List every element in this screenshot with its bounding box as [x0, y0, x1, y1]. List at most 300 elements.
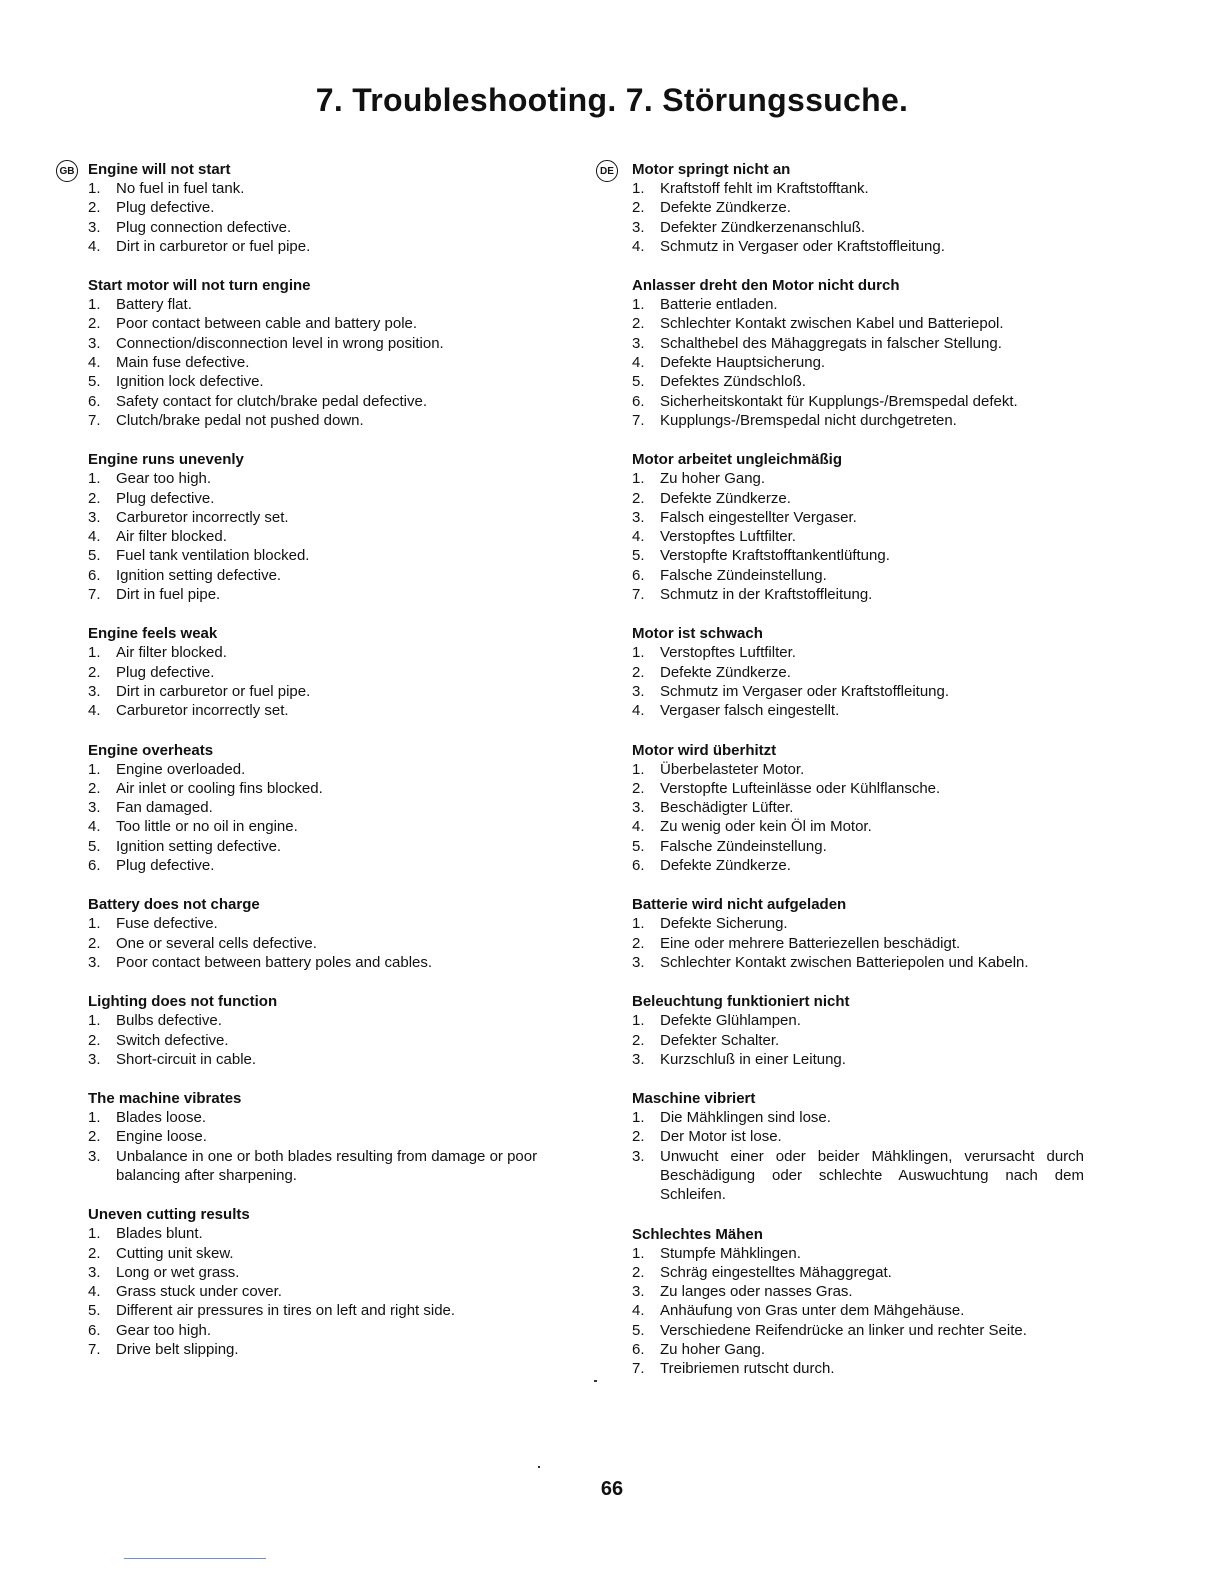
list-item: [88, 953, 558, 972]
item-number: 6.: [632, 857, 645, 875]
item-text: Air filter blocked.: [116, 644, 227, 662]
item-number: 3.: [88, 953, 101, 971]
section-heading: Motor arbeitet ungleichmäßig: [632, 451, 843, 469]
section-heading: The machine vibrates: [88, 1090, 242, 1108]
page-title: 7. Troubleshooting. 7. Störungssuche.: [315, 82, 909, 118]
item-text: Fan damaged.: [116, 799, 213, 817]
item-number: 3.: [632, 1147, 645, 1165]
list-item: [632, 1244, 1084, 1263]
item-text: Der Motor ist lose.: [660, 1128, 782, 1146]
item-text: Ignition setting defective.: [116, 566, 282, 584]
item-text: Verschiedene Reifendrücke an linker und rechter Seite.: [660, 1321, 1027, 1339]
de-language-badge: DE: [596, 160, 618, 182]
item-number: 2.: [632, 199, 645, 217]
item-text: Engine loose.: [116, 1128, 207, 1146]
german-column: [600, 160, 1084, 1399]
section-heading: Motor ist schwach: [632, 625, 763, 643]
item-text: Treibriemen rutscht durch.: [660, 1360, 835, 1378]
list-item: [88, 837, 558, 856]
item-number: 4.: [88, 354, 101, 372]
list-item: [88, 1127, 558, 1146]
list-item: [88, 546, 558, 565]
troubleshooting-section: [88, 741, 558, 876]
list-item: [632, 334, 1084, 353]
item-text: Gear too high.: [116, 1321, 212, 1339]
bottom-rule: [124, 1558, 266, 1559]
list-item: [88, 1050, 558, 1069]
item-text: Beschädigter Lüfter.: [660, 799, 794, 817]
stray-mark: [538, 1466, 540, 1468]
item-text: Vergaser falsch eingestellt.: [660, 702, 840, 720]
item-number: 2.: [632, 663, 645, 681]
list-item: [632, 1359, 1084, 1378]
item-number: 1.: [88, 1012, 101, 1030]
item-number: 4.: [632, 818, 645, 836]
item-text: One or several cells defective.: [116, 934, 317, 952]
item-number: 1.: [632, 760, 645, 778]
troubleshooting-section: [88, 992, 558, 1069]
list-item: [88, 218, 558, 237]
item-number: 1.: [632, 1244, 645, 1262]
item-text: Switch defective.: [116, 1031, 229, 1049]
list-item: [88, 856, 558, 875]
item-text: Plug defective.: [116, 489, 215, 507]
item-text: Clutch/brake pedal not pushed down.: [116, 411, 364, 429]
list-item: [88, 489, 558, 508]
item-number: 5.: [88, 1302, 101, 1320]
list-item: [88, 701, 558, 720]
list-item: [88, 760, 558, 779]
list-item: [88, 314, 558, 333]
item-number: 3.: [88, 508, 101, 526]
item-number: 5.: [88, 373, 101, 391]
page-number: 66: [600, 1478, 624, 1500]
section-heading: Start motor will not turn engine: [88, 277, 311, 295]
section-heading: Schlechtes Mähen: [632, 1225, 763, 1243]
list-item: [88, 1147, 558, 1186]
item-number: 2.: [88, 1244, 101, 1262]
item-text: Dirt in carburetor or fuel pipe.: [116, 237, 311, 255]
item-text: Safety contact for clutch/brake pedal defective.: [116, 392, 428, 410]
item-text: Falsch eingestellter Vergaser.: [660, 508, 857, 526]
item-number: 1.: [88, 470, 101, 488]
list-item: [88, 372, 558, 391]
item-text: Air inlet or cooling fins blocked.: [116, 779, 323, 797]
item-text: Eine oder mehrere Batteriezellen beschädigt.: [660, 934, 961, 952]
item-text: Zu hoher Gang.: [660, 1341, 766, 1359]
item-text: Engine overloaded.: [116, 760, 246, 778]
item-number: 3.: [632, 799, 645, 817]
list-item: [632, 198, 1084, 217]
list-item: [632, 585, 1084, 604]
item-number: 2.: [88, 779, 101, 797]
item-text: Connection/disconnection level in wrong position.: [116, 334, 444, 352]
item-text: Plug defective.: [116, 857, 215, 875]
item-text: Defekte Zündkerze.: [660, 489, 791, 507]
item-text: Short-circuit in cable.: [116, 1050, 257, 1068]
item-text: Überbelasteter Motor.: [660, 760, 805, 778]
item-text: Defekter Zündkerzenanschluß.: [660, 218, 866, 236]
item-text: Kupplungs-/Bremspedal nicht durchgetreten.: [660, 411, 957, 429]
section-heading: Uneven cutting results: [88, 1206, 250, 1224]
list-item: [632, 643, 1084, 662]
list-item: [88, 508, 558, 527]
list-item: [88, 1011, 558, 1030]
list-item: [632, 779, 1084, 798]
section-heading: Beleuchtung funktioniert nicht: [632, 993, 850, 1011]
item-number: 1.: [632, 1109, 645, 1127]
troubleshooting-section: [88, 276, 558, 430]
list-item: [632, 682, 1084, 701]
item-text: Zu langes oder nasses Gras.: [660, 1283, 853, 1301]
troubleshooting-section: [88, 1089, 558, 1185]
item-text: Falsche Zündeinstellung.: [660, 566, 827, 584]
item-text: Schmutz in Vergaser oder Kraftstoffleitung.: [660, 237, 945, 255]
item-text: Poor contact between battery poles and cables.: [116, 953, 433, 971]
item-text: Unbalance in one or both blades resulting from damage or poor balancing after sharpening.: [116, 1147, 538, 1184]
item-number: 1.: [632, 180, 645, 197]
item-text: Dirt in carburetor or fuel pipe.: [116, 682, 311, 700]
troubleshooting-section: [88, 160, 558, 256]
list-item: [632, 1263, 1084, 1282]
item-number: 2.: [88, 489, 101, 507]
item-text: Unwucht einer oder beider Mähklingen, verursacht durch Beschädigung oder schlechte Auswuchtung nach dem Schleifen.: [660, 1147, 1084, 1204]
list-item: [88, 295, 558, 314]
list-item: [632, 1050, 1084, 1069]
section-heading: Motor springt nicht an: [632, 161, 791, 178]
list-item: [632, 934, 1084, 953]
item-number: 3.: [88, 218, 101, 236]
troubleshooting-section: [632, 160, 1084, 256]
list-item: [88, 585, 558, 604]
item-number: 4.: [88, 702, 101, 720]
item-number: 5.: [88, 837, 101, 855]
item-text: Defekte Zündkerze.: [660, 199, 791, 217]
troubleshooting-section: [632, 276, 1084, 430]
item-text: Sicherheitskontakt für Kupplungs-/Bremspedal defekt.: [660, 392, 1018, 410]
list-item: [632, 1321, 1084, 1340]
item-text: Verstopfte Kraftstofftankentlüftung.: [660, 547, 890, 565]
item-text: Drive belt slipping.: [116, 1341, 239, 1359]
list-item: [632, 1340, 1084, 1359]
item-text: Gear too high.: [116, 470, 212, 488]
item-text: Plug defective.: [116, 199, 215, 217]
list-item: [632, 566, 1084, 585]
list-item: [632, 1108, 1084, 1127]
item-text: Fuse defective.: [116, 915, 218, 933]
troubleshooting-section: [88, 1205, 558, 1359]
list-item: [632, 817, 1084, 836]
item-text: Ignition setting defective.: [116, 837, 282, 855]
item-number: 2.: [88, 663, 101, 681]
list-item: [632, 469, 1084, 488]
item-number: 3.: [632, 1283, 645, 1301]
list-item: [632, 914, 1084, 933]
item-number: 6.: [632, 1341, 645, 1359]
item-text: Verstopftes Luftfilter.: [660, 528, 796, 546]
list-item: [88, 411, 558, 430]
list-item: [632, 353, 1084, 372]
list-item: [632, 760, 1084, 779]
item-number: 4.: [88, 237, 101, 255]
item-number: 4.: [632, 1302, 645, 1320]
item-text: Poor contact between cable and battery pole.: [116, 315, 418, 333]
item-text: Plug connection defective.: [116, 218, 292, 236]
list-item: [632, 489, 1084, 508]
item-text: Zu wenig oder kein Öl im Motor.: [660, 818, 872, 836]
item-number: 3.: [632, 508, 645, 526]
item-number: 4.: [88, 1283, 101, 1301]
item-number: 3.: [632, 218, 645, 236]
gb-language-badge: GB: [56, 160, 78, 182]
list-item: [88, 566, 558, 585]
item-number: 4.: [88, 528, 101, 546]
item-number: 1.: [88, 180, 101, 197]
list-item: [88, 179, 558, 198]
item-number: 6.: [88, 566, 101, 584]
list-item: [88, 392, 558, 411]
item-number: 4.: [632, 237, 645, 255]
item-text: Too little or no oil in engine.: [116, 818, 298, 836]
list-item: [632, 372, 1084, 391]
item-number: 4.: [632, 354, 645, 372]
item-text: Ignition lock defective.: [116, 373, 264, 391]
english-column: [59, 160, 558, 1379]
list-item: [632, 1301, 1084, 1320]
list-item: [632, 1031, 1084, 1050]
item-text: Defekter Schalter.: [660, 1031, 780, 1049]
item-number: 3.: [88, 1050, 101, 1068]
item-text: Blades blunt.: [116, 1225, 203, 1243]
list-item: [632, 1147, 1084, 1205]
item-number: 2.: [88, 315, 101, 333]
list-item: [88, 1031, 558, 1050]
list-item: [88, 527, 558, 546]
item-text: Grass stuck under cover.: [116, 1283, 282, 1301]
list-item: [88, 1244, 558, 1263]
section-heading: Anlasser dreht den Motor nicht durch: [632, 277, 900, 295]
list-item: [88, 1340, 558, 1359]
item-text: Schmutz in der Kraftstoffleitung.: [660, 586, 873, 604]
item-text: Bulbs defective.: [116, 1012, 222, 1030]
item-number: 5.: [88, 547, 101, 565]
item-text: Carburetor incorrectly set.: [116, 702, 289, 720]
item-number: 2.: [632, 1263, 645, 1281]
troubleshooting-section: [632, 450, 1084, 604]
item-text: Defekte Sicherung.: [660, 915, 788, 933]
item-number: 6.: [632, 566, 645, 584]
item-number: 5.: [632, 373, 645, 391]
item-text: Batterie entladen.: [660, 296, 778, 314]
item-number: 7.: [632, 1360, 645, 1378]
item-number: 4.: [632, 702, 645, 720]
item-text: Kraftstoff fehlt im Kraftstofftank.: [660, 180, 869, 197]
list-item: [88, 1321, 558, 1340]
list-item: [88, 798, 558, 817]
item-text: Schräg eingestelltes Mähaggregat.: [660, 1263, 892, 1281]
list-item: [88, 334, 558, 353]
troubleshooting-section: [88, 895, 558, 972]
item-text: Main fuse defective.: [116, 354, 250, 372]
list-item: [632, 798, 1084, 817]
item-number: 5.: [632, 837, 645, 855]
section-heading: Engine will not start: [88, 161, 231, 178]
list-item: [88, 1224, 558, 1243]
item-text: Zu hoher Gang.: [660, 470, 766, 488]
section-heading: Lighting does not function: [88, 993, 278, 1011]
item-number: 3.: [88, 334, 101, 352]
list-item: [632, 411, 1084, 430]
stray-mark: [594, 1380, 597, 1382]
item-text: Falsche Zündeinstellung.: [660, 837, 827, 855]
item-text: Defekte Zündkerze.: [660, 663, 791, 681]
item-number: 2.: [88, 199, 101, 217]
list-item: [88, 779, 558, 798]
section-heading: Engine overheats: [88, 741, 214, 759]
item-text: No fuel in fuel tank.: [116, 180, 245, 197]
list-item: [632, 179, 1084, 198]
item-number: 1.: [88, 1225, 101, 1243]
list-item: [88, 817, 558, 836]
section-heading: Motor wird überhitzt: [632, 741, 777, 759]
item-text: Verstopftes Luftfilter.: [660, 644, 796, 662]
item-number: 7.: [88, 1341, 101, 1359]
section-heading: Batterie wird nicht aufgeladen: [632, 896, 847, 914]
item-text: Defekte Hauptsicherung.: [660, 354, 826, 372]
list-item: [88, 1108, 558, 1127]
german-sections: [632, 160, 1084, 1379]
section-heading: Battery does not charge: [88, 896, 260, 914]
item-number: 1.: [88, 760, 101, 778]
item-text: Air filter blocked.: [116, 528, 227, 546]
item-text: Schalthebel des Mähaggregats in falscher Stellung.: [660, 334, 1002, 352]
troubleshooting-section: [88, 624, 558, 720]
item-number: 3.: [632, 1050, 645, 1068]
item-number: 2.: [632, 1031, 645, 1049]
item-text: Blades loose.: [116, 1109, 207, 1127]
list-item: [632, 1127, 1084, 1146]
list-item: [88, 1301, 558, 1320]
item-number: 2.: [632, 779, 645, 797]
item-text: Stumpfe Mähklingen.: [660, 1244, 801, 1262]
list-item: [88, 643, 558, 662]
item-number: 6.: [632, 392, 645, 410]
item-number: 6.: [88, 857, 101, 875]
item-number: 2.: [632, 934, 645, 952]
list-item: [88, 198, 558, 217]
list-item: [632, 392, 1084, 411]
item-text: Die Mähklingen sind lose.: [660, 1109, 831, 1127]
list-item: [632, 701, 1084, 720]
item-number: 3.: [632, 682, 645, 700]
item-text: Schlechter Kontakt zwischen Batteriepolen und Kabeln.: [660, 953, 1029, 971]
troubleshooting-section: [632, 895, 1084, 972]
troubleshooting-section: [88, 450, 558, 604]
item-text: Different air pressures in tires on left and right side.: [116, 1302, 456, 1320]
item-number: 3.: [88, 682, 101, 700]
list-item: [632, 527, 1084, 546]
item-number: 1.: [88, 296, 101, 314]
item-text: Defekte Zündkerze.: [660, 857, 791, 875]
item-number: 7.: [88, 411, 101, 429]
list-item: [88, 682, 558, 701]
item-text: Long or wet grass.: [116, 1263, 240, 1281]
list-item: [632, 953, 1084, 972]
item-text: Battery flat.: [116, 296, 192, 314]
list-item: [632, 546, 1084, 565]
list-item: [632, 856, 1084, 875]
list-item: [88, 914, 558, 933]
troubleshooting-section: [632, 624, 1084, 720]
troubleshooting-section: [632, 992, 1084, 1069]
list-item: [632, 218, 1084, 237]
item-number: 1.: [632, 915, 645, 933]
item-number: 2.: [632, 315, 645, 333]
item-number: 4.: [88, 818, 101, 836]
item-number: 2.: [88, 1128, 101, 1146]
item-text: Schlechter Kontakt zwischen Kabel und Batteriepol.: [660, 315, 1004, 333]
troubleshooting-section: [632, 1089, 1084, 1204]
english-sections: [88, 160, 558, 1359]
item-number: 1.: [88, 1109, 101, 1127]
item-number: 1.: [88, 644, 101, 662]
item-number: 1.: [632, 470, 645, 488]
list-item: [632, 295, 1084, 314]
item-text: Defekte Glühlampen.: [660, 1012, 801, 1030]
item-number: 6.: [88, 392, 101, 410]
item-text: Fuel tank ventilation blocked.: [116, 547, 310, 565]
item-text: Anhäufung von Gras unter dem Mähgehäuse.: [660, 1302, 965, 1320]
list-item: [88, 237, 558, 256]
item-number: 2.: [632, 489, 645, 507]
item-text: Defektes Zündschloß.: [660, 373, 806, 391]
item-number: 3.: [88, 1263, 101, 1281]
item-number: 1.: [632, 644, 645, 662]
item-number: 1.: [88, 915, 101, 933]
item-number: 2.: [88, 934, 101, 952]
list-item: [632, 314, 1084, 333]
section-heading: Engine runs unevenly: [88, 451, 244, 469]
list-item: [88, 1263, 558, 1282]
item-number: 6.: [88, 1321, 101, 1339]
item-number: 2.: [88, 1031, 101, 1049]
section-heading: Maschine vibriert: [632, 1090, 756, 1108]
item-number: 1.: [632, 296, 645, 314]
item-text: Cutting unit skew.: [116, 1244, 234, 1262]
item-number: 7.: [632, 586, 645, 604]
troubleshooting-section: [632, 741, 1084, 876]
item-number: 4.: [632, 528, 645, 546]
item-number: 3.: [88, 799, 101, 817]
troubleshooting-section: [632, 1225, 1084, 1379]
section-heading: Engine feels weak: [88, 625, 218, 643]
list-item: [88, 934, 558, 953]
item-number: 7.: [632, 411, 645, 429]
item-text: Verstopfte Lufteinlässe oder Kühlflansche.: [660, 779, 941, 797]
list-item: [632, 663, 1084, 682]
item-number: 1.: [632, 1012, 645, 1030]
item-number: 7.: [88, 586, 101, 604]
list-item: [632, 837, 1084, 856]
list-item: [88, 663, 558, 682]
item-number: 5.: [632, 547, 645, 565]
list-item: [88, 469, 558, 488]
item-number: 2.: [632, 1128, 645, 1146]
list-item: [88, 353, 558, 372]
item-number: 3.: [632, 334, 645, 352]
item-number: 5.: [632, 1321, 645, 1339]
list-item: [632, 1282, 1084, 1301]
